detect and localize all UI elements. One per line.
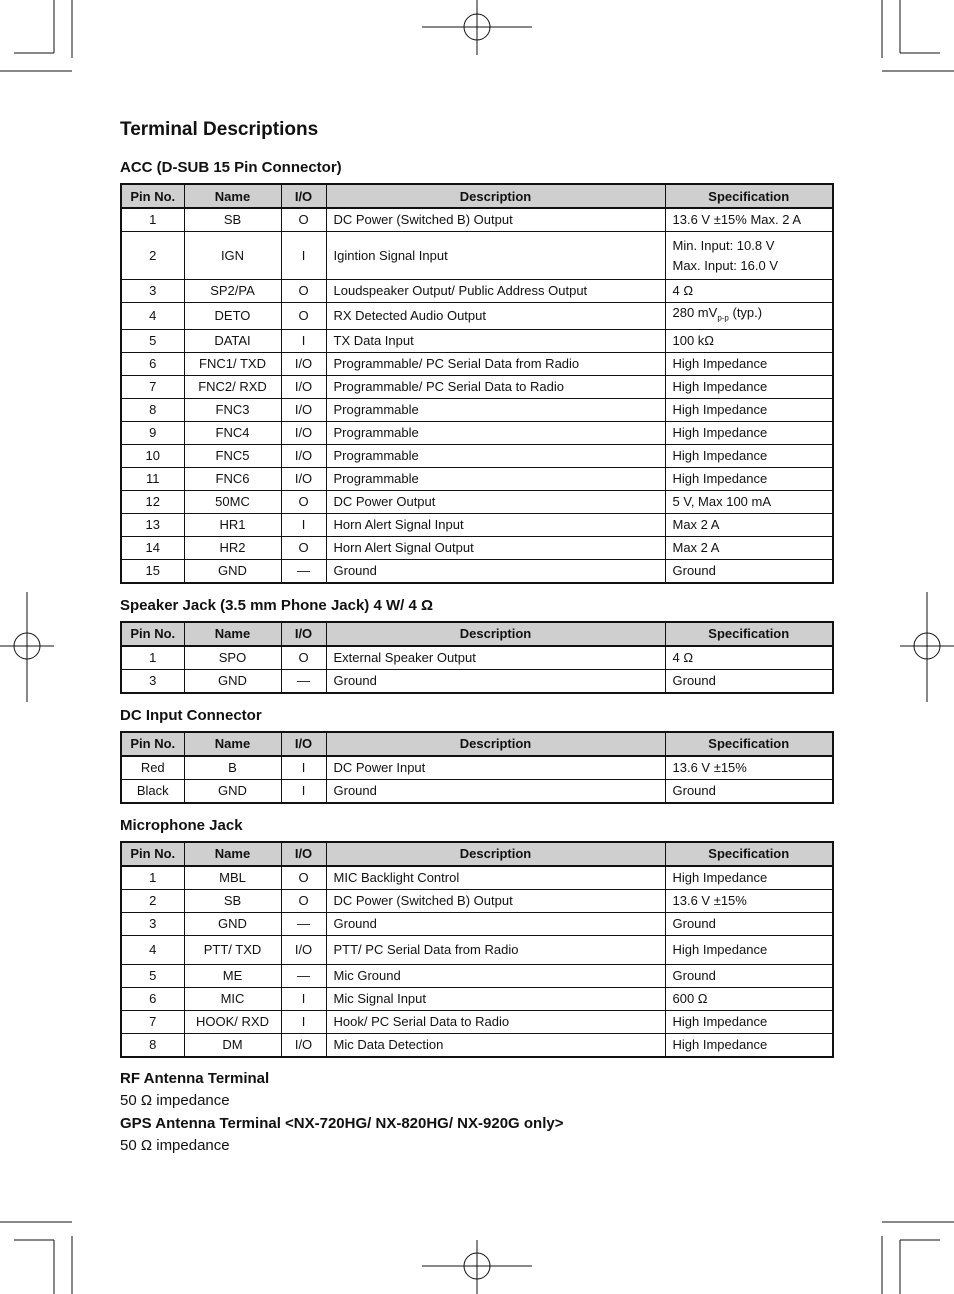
- table-row: [121, 536, 833, 559]
- pin-cell: 5: [121, 964, 184, 987]
- spec-suffix: (typ.): [728, 305, 763, 320]
- specification-cell: High Impedance: [665, 398, 833, 421]
- name-cell: SB: [184, 889, 281, 912]
- col-header-io: I/O: [281, 842, 326, 866]
- gps-impedance-text: 50 Ω impedance: [120, 1136, 230, 1154]
- description-cell: Programmable/ PC Serial Data to Radio: [326, 375, 665, 398]
- description-cell: Mic Signal Input: [326, 987, 665, 1010]
- specification-cell: Max 2 A: [665, 513, 833, 536]
- table-row: [121, 646, 833, 670]
- col-header-name: Name: [184, 184, 281, 208]
- pin-cell: 12: [121, 490, 184, 513]
- description-cell: Ground: [326, 669, 665, 693]
- io-cell: —: [281, 912, 326, 935]
- page-title: Terminal Descriptions: [120, 119, 319, 140]
- specification-cell: Ground: [665, 912, 833, 935]
- mic-section-title: Microphone Jack: [120, 816, 243, 834]
- io-cell: I/O: [281, 1033, 326, 1057]
- name-cell: FNC6: [184, 467, 281, 490]
- specification-cell: Ground: [665, 669, 833, 693]
- pin-cell: 8: [121, 1033, 184, 1057]
- name-cell: IGN: [184, 232, 281, 280]
- description-cell: DC Power Output: [326, 490, 665, 513]
- description-cell: Programmable: [326, 421, 665, 444]
- io-cell: I: [281, 756, 326, 780]
- description-cell: Horn Alert Signal Output: [326, 536, 665, 559]
- pin-cell: 6: [121, 987, 184, 1010]
- pin-cell: 7: [121, 1010, 184, 1033]
- pin-cell: 1: [121, 208, 184, 232]
- description-cell: Igintion Signal Input: [326, 232, 665, 280]
- name-cell: MBL: [184, 866, 281, 890]
- name-cell: PTT/ TXD: [184, 935, 281, 964]
- specification-cell: 5 V, Max 100 mA: [665, 490, 833, 513]
- table-row: [121, 559, 833, 583]
- description-cell: External Speaker Output: [326, 646, 665, 670]
- specification-cell: 100 kΩ: [665, 329, 833, 352]
- description-cell: PTT/ PC Serial Data from Radio: [326, 935, 665, 964]
- description-cell: DC Power Input: [326, 756, 665, 780]
- description-cell: DC Power (Switched B) Output: [326, 889, 665, 912]
- io-cell: O: [281, 208, 326, 232]
- col-header-pin: Pin No.: [121, 842, 184, 866]
- pin-cell: 10: [121, 444, 184, 467]
- io-cell: I: [281, 1010, 326, 1033]
- io-cell: I: [281, 232, 326, 280]
- specification-cell: 4 Ω: [665, 646, 833, 670]
- io-cell: O: [281, 280, 326, 303]
- io-cell: I/O: [281, 421, 326, 444]
- table-header-row: [121, 732, 833, 756]
- specification-cell: High Impedance: [665, 421, 833, 444]
- pin-cell: 7: [121, 375, 184, 398]
- description-cell: Mic Ground: [326, 964, 665, 987]
- pin-cell: Red: [121, 756, 184, 780]
- io-cell: I/O: [281, 375, 326, 398]
- pin-cell: 6: [121, 352, 184, 375]
- name-cell: FNC3: [184, 398, 281, 421]
- pin-cell: 1: [121, 866, 184, 890]
- col-header-description: Description: [326, 184, 665, 208]
- table-row: [121, 280, 833, 303]
- table-row: [121, 779, 833, 803]
- col-header-description: Description: [326, 842, 665, 866]
- col-header-description: Description: [326, 622, 665, 646]
- dc-section-title: DC Input Connector: [120, 706, 262, 724]
- col-header-io: I/O: [281, 184, 326, 208]
- name-cell: B: [184, 756, 281, 780]
- pin-cell: 8: [121, 398, 184, 421]
- description-cell: Ground: [326, 559, 665, 583]
- io-cell: I/O: [281, 352, 326, 375]
- table-row: [121, 889, 833, 912]
- description-cell: Programmable: [326, 398, 665, 421]
- pin-cell: 1: [121, 646, 184, 670]
- table-row: [121, 866, 833, 890]
- table-row: [121, 964, 833, 987]
- io-cell: O: [281, 536, 326, 559]
- name-cell: ME: [184, 964, 281, 987]
- col-header-io: I/O: [281, 732, 326, 756]
- col-header-io: I/O: [281, 622, 326, 646]
- name-cell: DETO: [184, 303, 281, 330]
- pin-cell: 15: [121, 559, 184, 583]
- col-header-name: Name: [184, 622, 281, 646]
- description-cell: MIC Backlight Control: [326, 866, 665, 890]
- col-header-specification: Specification: [665, 842, 833, 866]
- io-cell: O: [281, 646, 326, 670]
- specification-cell: 13.6 V ±15%: [665, 756, 833, 780]
- table-row: [121, 935, 833, 964]
- table-row: [121, 444, 833, 467]
- name-cell: SP2/PA: [184, 280, 281, 303]
- specification-cell: High Impedance: [665, 1033, 833, 1057]
- table-row: [121, 375, 833, 398]
- io-cell: I: [281, 779, 326, 803]
- specification-cell: 600 Ω: [665, 987, 833, 1010]
- specification-cell: Max 2 A: [665, 536, 833, 559]
- specification-cell: 13.6 V ±15% Max. 2 A: [665, 208, 833, 232]
- col-header-specification: Specification: [665, 184, 833, 208]
- col-header-specification: Specification: [665, 732, 833, 756]
- mic-table: [120, 841, 834, 1058]
- name-cell: DM: [184, 1033, 281, 1057]
- name-cell: HOOK/ RXD: [184, 1010, 281, 1033]
- description-cell: RX Detected Audio Output: [326, 303, 665, 330]
- description-cell: Hook/ PC Serial Data to Radio: [326, 1010, 665, 1033]
- spec-line-min: Min. Input: 10.8 V: [672, 237, 775, 253]
- name-cell: GND: [184, 669, 281, 693]
- pin-cell: 9: [121, 421, 184, 444]
- speaker-table: [120, 621, 834, 694]
- description-cell: Programmable: [326, 467, 665, 490]
- name-cell: HR1: [184, 513, 281, 536]
- description-cell: Loudspeaker Output/ Public Address Output: [326, 280, 665, 303]
- specification-cell: Ground: [665, 964, 833, 987]
- description-cell: Programmable/ PC Serial Data from Radio: [326, 352, 665, 375]
- pin-cell: 14: [121, 536, 184, 559]
- pin-cell: 11: [121, 467, 184, 490]
- name-cell: MIC: [184, 987, 281, 1010]
- pin-cell: 3: [121, 912, 184, 935]
- name-cell: FNC5: [184, 444, 281, 467]
- io-cell: —: [281, 669, 326, 693]
- specification-cell: High Impedance: [665, 467, 833, 490]
- col-header-pin: Pin No.: [121, 622, 184, 646]
- table-row: [121, 912, 833, 935]
- name-cell: 50MC: [184, 490, 281, 513]
- description-cell: Programmable: [326, 444, 665, 467]
- spec-line-max: Max. Input: 16.0 V: [672, 257, 779, 273]
- specification-cell: High Impedance: [665, 444, 833, 467]
- col-header-pin: Pin No.: [121, 184, 184, 208]
- name-cell: DATAI: [184, 329, 281, 352]
- pin-cell: Black: [121, 779, 184, 803]
- table-header-row: [121, 184, 833, 208]
- spec-subscript: p-p: [717, 313, 729, 323]
- pin-cell: 4: [121, 935, 184, 964]
- pin-cell: 3: [121, 280, 184, 303]
- io-cell: I: [281, 513, 326, 536]
- table-row: [121, 490, 833, 513]
- table-row: [121, 1033, 833, 1057]
- io-cell: I/O: [281, 398, 326, 421]
- name-cell: SB: [184, 208, 281, 232]
- specification-cell: High Impedance: [665, 866, 833, 890]
- io-cell: —: [281, 964, 326, 987]
- spec-value: 280 mV: [672, 305, 718, 320]
- acc-table: [120, 183, 834, 584]
- pin-cell: 3: [121, 669, 184, 693]
- name-cell: GND: [184, 559, 281, 583]
- specification-cell: [665, 232, 833, 280]
- io-cell: O: [281, 866, 326, 890]
- pin-cell: 4: [121, 303, 184, 330]
- io-cell: I/O: [281, 467, 326, 490]
- specification-cell: High Impedance: [665, 352, 833, 375]
- table-row: [121, 398, 833, 421]
- gps-section-title: GPS Antenna Terminal <NX-720HG/ NX-820HG/ NX-920G only>: [120, 1114, 564, 1132]
- col-header-pin: Pin No.: [121, 732, 184, 756]
- acc-section-title: ACC (D-SUB 15 Pin Connector): [120, 159, 342, 176]
- specification-cell: 13.6 V ±15%: [665, 889, 833, 912]
- table-row: [121, 669, 833, 693]
- io-cell: I: [281, 987, 326, 1010]
- rf-section-title: RF Antenna Terminal: [120, 1069, 270, 1087]
- dc-table: [120, 731, 834, 804]
- io-cell: I/O: [281, 444, 326, 467]
- name-cell: HR2: [184, 536, 281, 559]
- col-header-name: Name: [184, 732, 281, 756]
- pin-cell: 13: [121, 513, 184, 536]
- speaker-section-title: Speaker Jack (3.5 mm Phone Jack) 4 W/ 4 Ω: [120, 596, 434, 614]
- name-cell: FNC2/ RXD: [184, 375, 281, 398]
- io-cell: —: [281, 559, 326, 583]
- specification-cell: Ground: [665, 559, 833, 583]
- io-cell: O: [281, 889, 326, 912]
- table-row: [121, 208, 833, 232]
- io-cell: O: [281, 490, 326, 513]
- specification-cell: 4 Ω: [665, 280, 833, 303]
- description-cell: Ground: [326, 779, 665, 803]
- table-row: [121, 329, 833, 352]
- table-row: [121, 232, 833, 280]
- table-row: [121, 1010, 833, 1033]
- specification-cell: Ground: [665, 779, 833, 803]
- table-row: [121, 467, 833, 490]
- name-cell: GND: [184, 779, 281, 803]
- pin-cell: 5: [121, 329, 184, 352]
- name-cell: GND: [184, 912, 281, 935]
- table-header-row: [121, 842, 833, 866]
- table-row: [121, 421, 833, 444]
- name-cell: FNC1/ TXD: [184, 352, 281, 375]
- name-cell: SPO: [184, 646, 281, 670]
- name-cell: FNC4: [184, 421, 281, 444]
- specification-cell: [665, 303, 833, 330]
- col-header-specification: Specification: [665, 622, 833, 646]
- pin-cell: 2: [121, 889, 184, 912]
- description-cell: Ground: [326, 912, 665, 935]
- specification-cell: High Impedance: [665, 375, 833, 398]
- description-cell: Horn Alert Signal Input: [326, 513, 665, 536]
- col-header-name: Name: [184, 842, 281, 866]
- rf-impedance-text: 50 Ω impedance: [120, 1091, 230, 1109]
- description-cell: TX Data Input: [326, 329, 665, 352]
- specification-cell: High Impedance: [665, 1010, 833, 1033]
- pin-cell: 2: [121, 232, 184, 280]
- table-row: [121, 756, 833, 780]
- io-cell: I: [281, 329, 326, 352]
- table-header-row: [121, 622, 833, 646]
- specification-cell: High Impedance: [665, 935, 833, 964]
- io-cell: O: [281, 303, 326, 330]
- col-header-description: Description: [326, 732, 665, 756]
- table-row: [121, 352, 833, 375]
- description-cell: DC Power (Switched B) Output: [326, 208, 665, 232]
- table-row: [121, 987, 833, 1010]
- table-row: [121, 513, 833, 536]
- document-content: [120, 116, 834, 1157]
- io-cell: I/O: [281, 935, 326, 964]
- description-cell: Mic Data Detection: [326, 1033, 665, 1057]
- table-row: [121, 303, 833, 330]
